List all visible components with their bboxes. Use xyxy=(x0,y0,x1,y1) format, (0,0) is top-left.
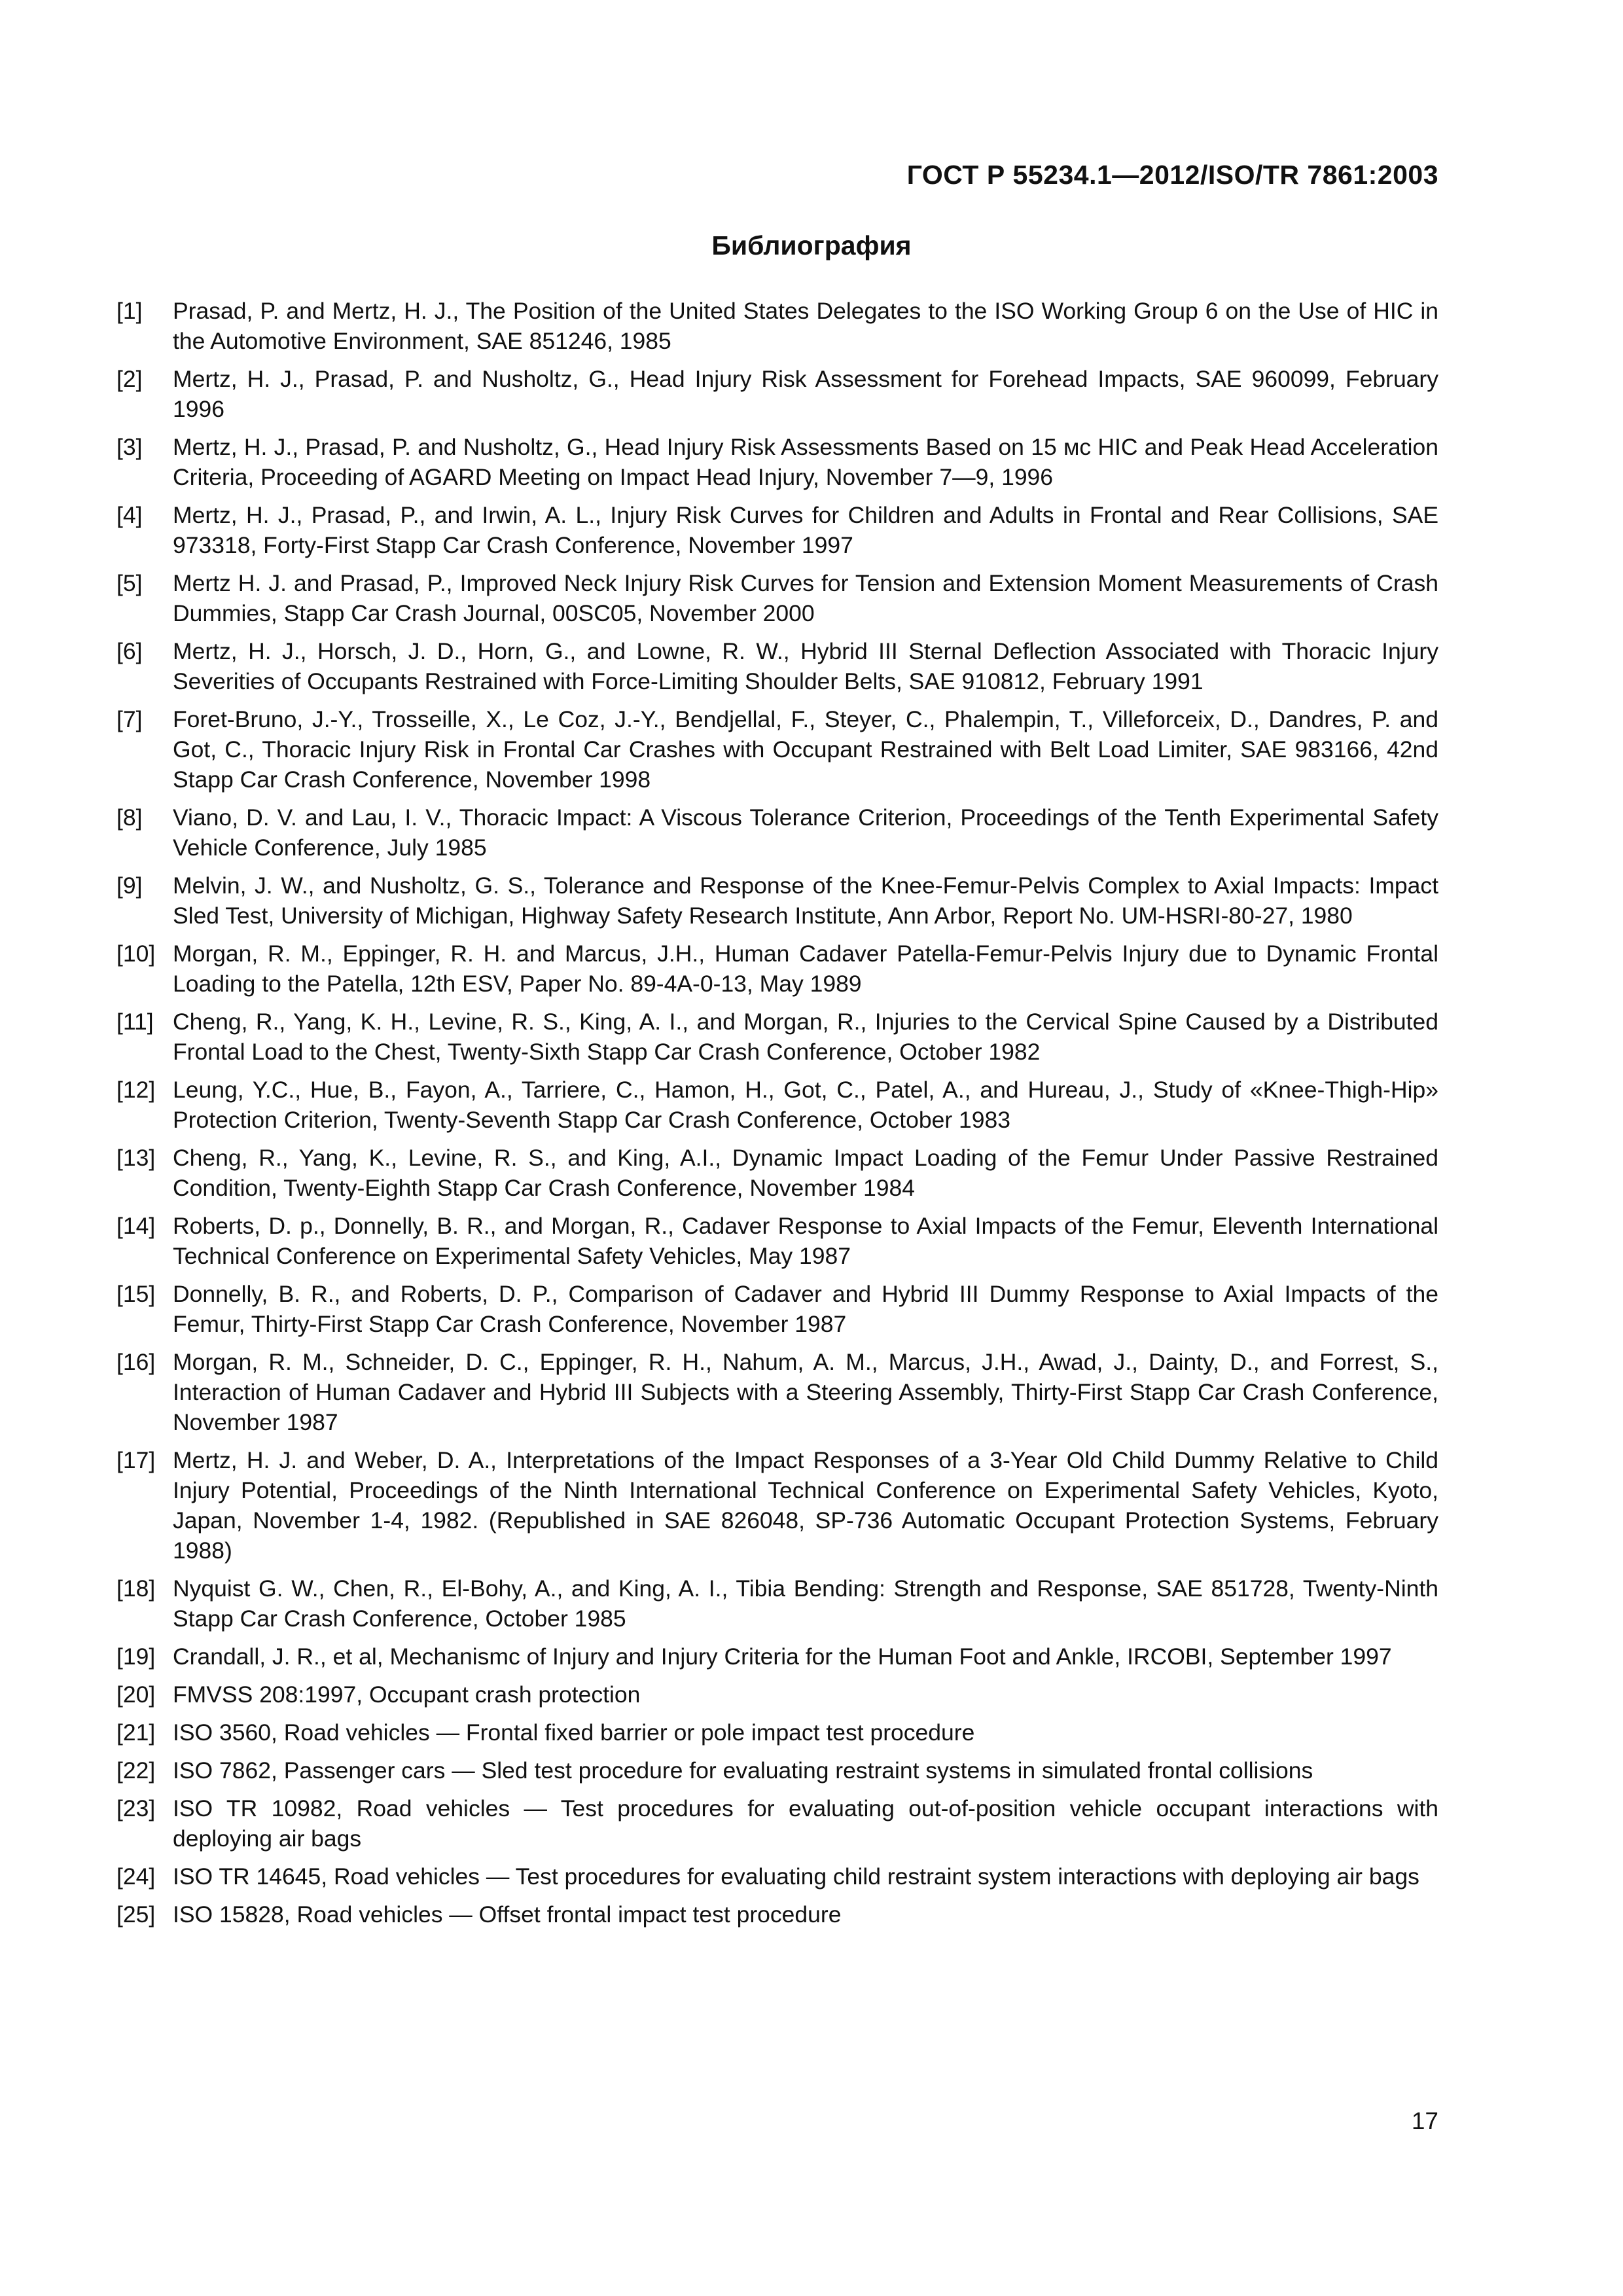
bibliography-entry xyxy=(116,1347,1438,1437)
bibliography-entry xyxy=(116,500,1438,560)
bibliography-entry xyxy=(116,432,1438,492)
reference-text: Cheng, R., Yang, K. H., Levine, R. S., King, A. I., and Morgan, R., Injuries to the Cervical Spine Caused by a Distributed Frontal Load to the Chest, Twenty-Sixth Stapp Car Crash Conference, October 1982 xyxy=(173,1009,1438,1065)
bibliography-entry xyxy=(116,1007,1438,1067)
reference-text: Mertz, H. J., Prasad, P. and Nusholtz, G., Head Injury Risk Assessment for Forehead Impacts, SAE 960099, February 1996 xyxy=(173,366,1438,422)
reference-text: Morgan, R. M., Eppinger, R. H. and Marcus, J.H., Human Cadaver Patella-Femur-Pelvis Injury due to Dynamic Frontal Loading to the Patella, 12th ESV, Paper No. 89-4A-0-13, May 1989 xyxy=(173,941,1438,997)
reference-number: [10] xyxy=(116,941,156,967)
reference-text: Foret-Bruno, J.-Y., Trosseille, X., Le Coz, J.-Y., Bendjellal, F., Steyer, C., Phalempin, T., Villeforceix, D., Dandres, P. and Got, C., Thoracic Injury Risk in Frontal Car Crashes with Occupant Restrained with Belt Load Limiter, SAE 983166, 42nd Stapp Car Crash Conference, November 1998 xyxy=(173,706,1438,793)
reference-number: [23] xyxy=(116,1795,156,1821)
reference-text: Crandall, J. R., et al, Mechanismс of Injury and Injury Criteria for the Human Foot and Ankle, IRCOBI, September 1997 xyxy=(173,1643,1392,1670)
reference-number: [20] xyxy=(116,1681,156,1708)
bibliography-entry xyxy=(116,939,1438,999)
bibliography-entry xyxy=(116,1717,1438,1748)
reference-number: [9] xyxy=(116,872,143,899)
reference-number: [4] xyxy=(116,502,143,528)
reference-number: [7] xyxy=(116,706,143,732)
reference-text: Prasad, P. and Mertz, H. J., The Position of the United States Delegates to the ISO Working Group 6 on the Use of HIC in the Automotive Environment, SAE 851246, 1985 xyxy=(173,298,1438,354)
reference-text: Donnelly, B. R., and Roberts, D. P., Comparison of Cadaver and Hybrid III Dummy Response to Axial Impacts of the Femur, Thirty-First Stapp Car Crash Conference, November 1987 xyxy=(173,1281,1438,1337)
reference-text: Mertz, H. J., Prasad, P., and Irwin, A. L., Injury Risk Curves for Children and Adults in Frontal and Rear Collisions, SAE 973318, Forty-First Stapp Car Crash Conference, November 1997 xyxy=(173,502,1438,558)
reference-text: Mertz, H. J., Prasad, P. and Nusholtz, G., Head Injury Risk Assessments Based on 15 мс HIC and Peak Head Acceleration Criteria, Proceeding of AGARD Meeting on Impact Head Injury, November 7—9, 1996 xyxy=(173,434,1438,490)
document-code-header: ГОСТ Р 55234.1—2012/ISO/TR 7861:2003 xyxy=(906,160,1438,190)
reference-text: Morgan, R. M., Schneider, D. C., Eppinger, R. H., Nahum, A. M., Marcus, J.H., Awad, J., Dainty, D., and Forrest, S., Interaction of Human Cadaver and Hybrid III Subjects with a Steering Assembly, Thirty-First Stapp Car Crash Conference, November 1987 xyxy=(173,1349,1438,1435)
reference-text: Roberts, D. p., Donnelly, B. R., and Morgan, R., Cadaver Response to Axial Impacts of the Femur, Eleventh International Technical Conference on Experimental Safety Vehicles, May 1987 xyxy=(173,1213,1438,1269)
bibliography-entry xyxy=(116,802,1438,863)
bibliography-list xyxy=(116,296,1438,1937)
bibliography-entry xyxy=(116,364,1438,424)
bibliography-entry xyxy=(116,1641,1438,1672)
reference-text: Nyquist G. W., Chen, R., El-Bohy, A., and King, A. I., Tibia Bending: Strength and Response, SAE 851728, Twenty-Ninth Stapp Car Crash Conference, October 1985 xyxy=(173,1575,1438,1632)
bibliography-entry xyxy=(116,870,1438,931)
reference-text: Melvin, J. W., and Nusholtz, G. S., Tolerance and Response of the Knee-Femur-Pelvis Complex to Axial Impacts: Impact Sled Test, University of Michigan, Highway Safety Research Institute, Ann Arbor, Report No. UM-HSRI-80-27, 1980 xyxy=(173,872,1438,929)
reference-text: ISO TR 10982, Road vehicles — Test procedures for evaluating out-of-position vehicle occupant interactions with deploying air bags xyxy=(173,1795,1438,1852)
reference-number: [5] xyxy=(116,570,143,596)
reference-number: [8] xyxy=(116,804,143,831)
reference-text: Mertz, H. J., Horsch, J. D., Horn, G., and Lowne, R. W., Hybrid III Sternal Deflection Associated with Thoracic Injury Severities of Occupants Restrained with Force-Limiting Shoulder Belts, SAE 910812, February 1991 xyxy=(173,638,1438,694)
bibliography-entry xyxy=(116,704,1438,795)
reference-number: [12] xyxy=(116,1077,156,1103)
reference-number: [21] xyxy=(116,1719,156,1746)
reference-number: [15] xyxy=(116,1281,156,1307)
reference-number: [19] xyxy=(116,1643,156,1670)
section-title: Библиография xyxy=(711,230,912,260)
reference-number: [18] xyxy=(116,1575,156,1602)
bibliography-entry xyxy=(116,1679,1438,1710)
reference-number: [24] xyxy=(116,1863,156,1890)
reference-number: [17] xyxy=(116,1447,156,1473)
reference-number: [14] xyxy=(116,1213,156,1239)
bibliography-entry xyxy=(116,1279,1438,1339)
bibliography-entry xyxy=(116,296,1438,356)
reference-text: Cheng, R., Yang, K., Levine, R. S., and King, A.I., Dynamic Impact Loading of the Femur Under Passive Restrained Condition, Twenty-Eighth Stapp Car Crash Conference, November 1984 xyxy=(173,1145,1438,1201)
bibliography-entry xyxy=(116,1755,1438,1785)
reference-text: ISO TR 14645, Road vehicles — Test procedures for evaluating child restraint system interactions with deploying air bags xyxy=(173,1863,1419,1890)
reference-number: [6] xyxy=(116,638,143,664)
reference-number: [11] xyxy=(116,1009,154,1035)
reference-text: FMVSS 208:1997, Occupant crash protection xyxy=(173,1681,641,1708)
reference-text: ISO 3560, Road vehicles — Frontal fixed barrier or pole impact test procedure xyxy=(173,1719,975,1746)
bibliography-entry xyxy=(116,1445,1438,1566)
bibliography-entry xyxy=(116,1899,1438,1929)
reference-text: ISO 7862, Passenger cars — Sled test procedure for evaluating restraint systems in simulated frontal collisions xyxy=(173,1757,1313,1784)
reference-text: Leung, Y.C., Hue, B., Fayon, A., Tarriere, C., Hamon, H., Got, C., Patel, A., and Hureau, J., Study of «Knee-Thigh-Hip» Protection Criterion, Twenty-Seventh Stapp Car Crash Conference, October 1983 xyxy=(173,1077,1438,1133)
bibliography-entry xyxy=(116,1211,1438,1271)
bibliography-entry xyxy=(116,1573,1438,1634)
bibliography-entry xyxy=(116,1793,1438,1854)
reference-number: [1] xyxy=(116,298,143,324)
reference-text: Viano, D. V. and Lau, I. V., Thoracic Impact: A Viscous Tolerance Criterion, Proceedings of the Tenth Experimental Safety Vehicle Conference, July 1985 xyxy=(173,804,1438,861)
bibliography-entry xyxy=(116,1143,1438,1203)
reference-text: Mertz, H. J. and Weber, D. A., Interpretations of the Impact Responses of a 3-Year Old Child Dummy Relative to Child Injury Potential, Proceedings of the Ninth International Technical Conference on Experimental Safety Vehicles, Kyoto, Japan, November 1-4, 1982. (Republished in SAE 826048, SP-736 Automatic Occupant Protection Systems, February 1988) xyxy=(173,1447,1438,1564)
reference-number: [3] xyxy=(116,434,143,460)
reference-number: [2] xyxy=(116,366,143,392)
reference-text: ISO 15828, Road vehicles — Offset frontal impact test procedure xyxy=(173,1901,842,1928)
page-number: 17 xyxy=(1411,2108,1438,2134)
reference-number: [13] xyxy=(116,1145,156,1171)
reference-number: [16] xyxy=(116,1349,156,1375)
reference-number: [22] xyxy=(116,1757,156,1784)
reference-text: Mertz H. J. and Prasad, P., Improved Neck Injury Risk Curves for Tension and Extension Moment Measurements of Crash Dummies, Stapp Car Crash Journal, 00SC05, November 2000 xyxy=(173,570,1438,626)
bibliography-entry xyxy=(116,568,1438,628)
bibliography-entry xyxy=(116,636,1438,696)
reference-number: [25] xyxy=(116,1901,156,1928)
bibliography-entry xyxy=(116,1861,1438,1892)
bibliography-entry xyxy=(116,1075,1438,1135)
